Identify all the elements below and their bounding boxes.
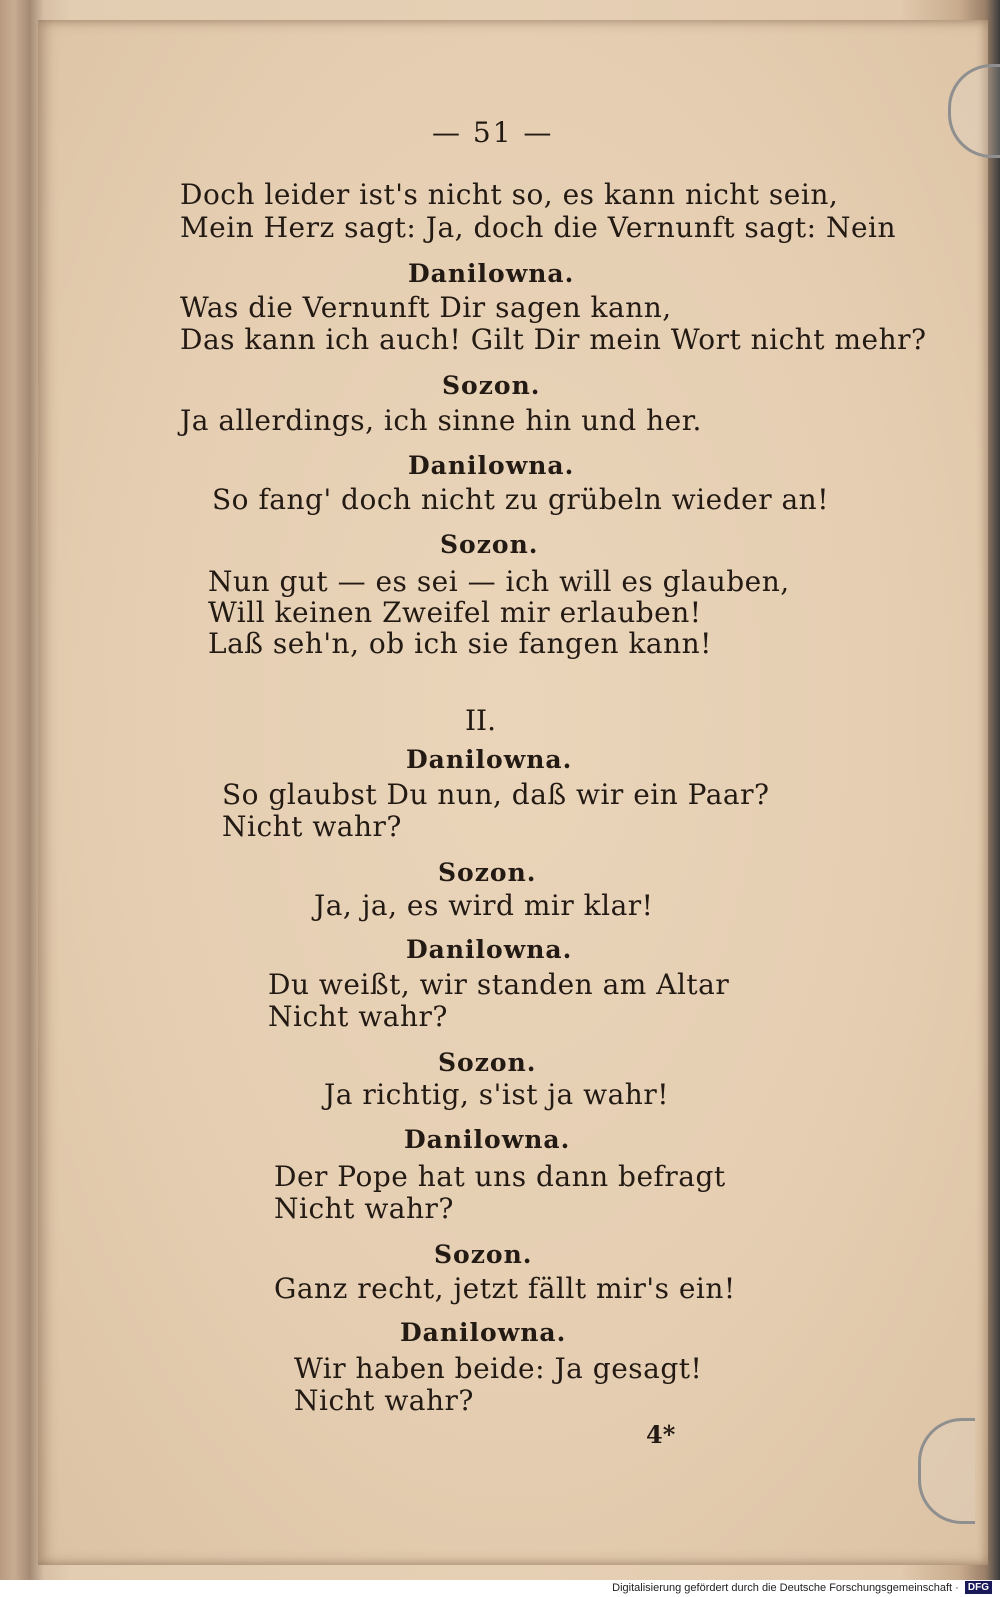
verse-line: Du weißt, wir standen am Altar: [268, 968, 730, 1001]
verse-line: Nicht wahr?: [274, 1192, 454, 1225]
section-number: II.: [465, 704, 497, 737]
verse-line: Nicht wahr?: [268, 1000, 448, 1033]
verse-line: Will keinen Zweifel mir erlauben!: [208, 596, 702, 629]
verse-line: Was die Vernunft Dir sagen kann,: [180, 291, 672, 324]
speaker-name: Sozon.: [434, 1240, 533, 1269]
dfg-logo: DFG: [965, 1581, 992, 1594]
speaker-name: Danilowna.: [408, 451, 575, 480]
page-number: — 51 —: [432, 116, 554, 149]
verse-line: Das kann ich auch! Gilt Dir mein Wort nicht mehr?: [180, 323, 927, 356]
verse-line: Nun gut — es sei — ich will es glauben,: [208, 565, 790, 598]
speaker-name: Danilowna.: [406, 935, 573, 964]
verse-line: Nicht wahr?: [222, 810, 402, 843]
verse-line: Doch leider ist's nicht so, es kann nicht sein,: [180, 178, 839, 211]
verse-line: Ja, ja, es wird mir klar!: [314, 889, 654, 922]
verse-line: Nicht wahr?: [294, 1384, 474, 1417]
speaker-name: Danilowna.: [408, 259, 575, 288]
speaker-name: Sozon.: [438, 1048, 537, 1077]
speaker-name: Sozon.: [442, 371, 541, 400]
verse-line: Ja allerdings, ich sinne hin und her.: [180, 404, 702, 437]
speaker-name: Danilowna.: [404, 1125, 571, 1154]
speaker-name: Sozon.: [440, 530, 539, 559]
verse-line: Ja richtig, s'ist ja wahr!: [324, 1078, 669, 1111]
speaker-name: Sozon.: [438, 858, 537, 887]
verse-line: Mein Herz sagt: Ja, doch die Vernunft sagt: Nein: [180, 211, 897, 244]
digitization-footer: [0, 1580, 1000, 1597]
verse-line: Der Pope hat uns dann befragt: [274, 1160, 726, 1193]
verse-line: Ganz recht, jetzt fällt mir's ein!: [274, 1272, 736, 1305]
verse-line: Wir haben beide: Ja gesagt!: [294, 1352, 703, 1385]
signature-mark: 4*: [646, 1420, 676, 1449]
footer-credit: Digitalisierung gefördert durch die Deutsche Forschungsgemeinschaft ·: [612, 1582, 959, 1594]
speaker-name: Danilowna.: [406, 745, 573, 774]
verse-line: So glaubst Du nun, daß wir ein Paar?: [222, 778, 770, 811]
verse-line: So fang' doch nicht zu grübeln wieder an!: [212, 483, 829, 516]
verse-line: Laß seh'n, ob ich sie fangen kann!: [208, 627, 712, 660]
speaker-name: Danilowna.: [400, 1318, 567, 1347]
